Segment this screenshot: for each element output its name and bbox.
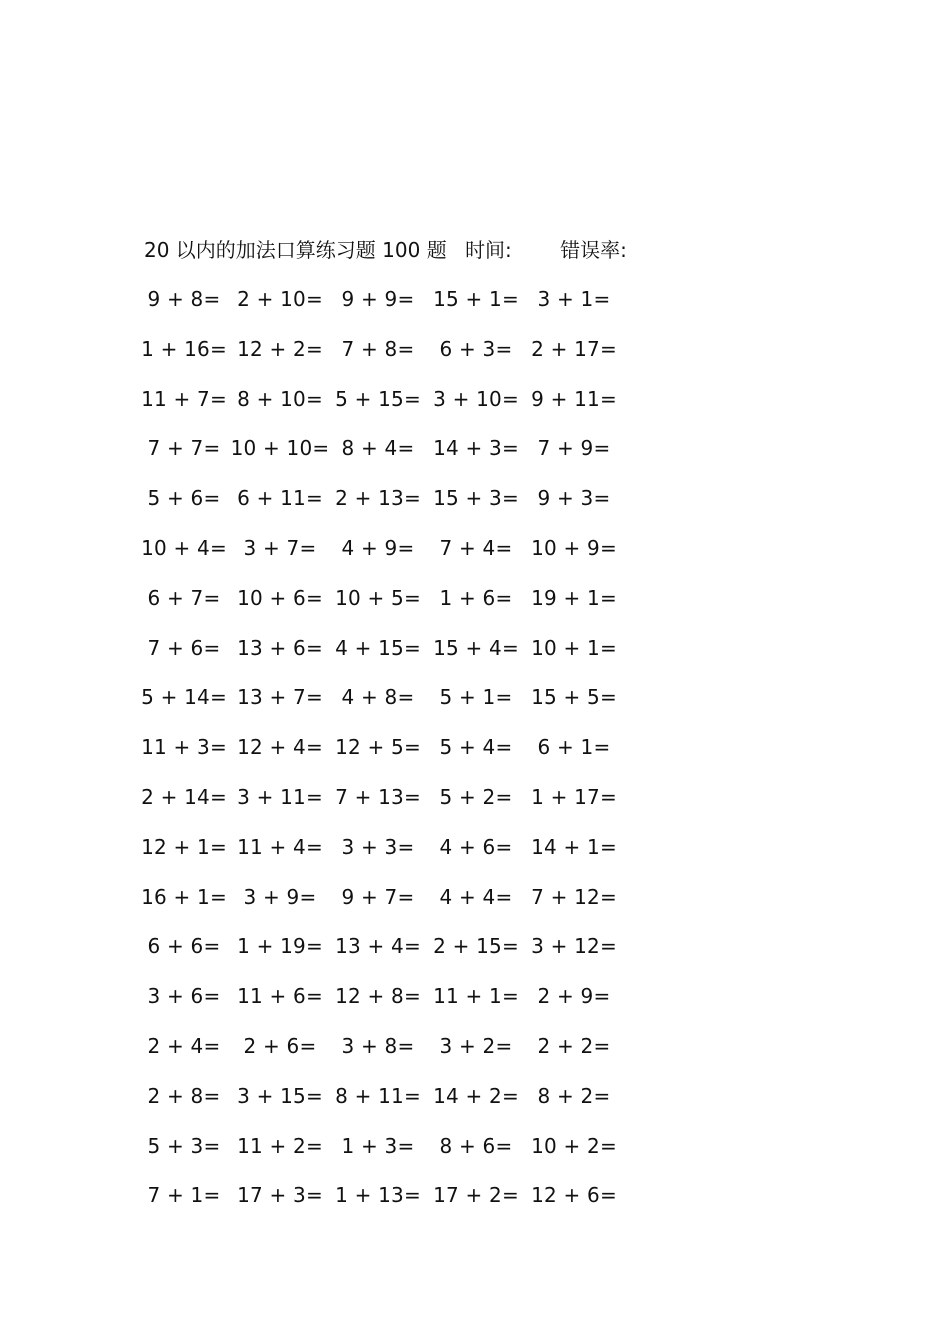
- problem-item: 3 + 9=: [243, 885, 317, 909]
- problem-item: 3 + 15=: [237, 1084, 323, 1108]
- problem-item: 14 + 2=: [433, 1084, 519, 1108]
- problem-row: [0, 1180, 950, 1210]
- problem-item: 10 + 1=: [531, 636, 617, 660]
- problem-item: 2 + 2=: [537, 1034, 611, 1058]
- problem-item: 11 + 2=: [237, 1134, 323, 1158]
- problem-row: [0, 981, 950, 1011]
- problem-item: 16 + 1=: [141, 885, 227, 909]
- problem-item: 6 + 1=: [537, 735, 611, 759]
- problem-item: 1 + 19=: [237, 934, 323, 958]
- problem-row: [0, 334, 950, 364]
- problem-item: 2 + 17=: [531, 337, 617, 361]
- problem-row: [0, 832, 950, 862]
- problem-item: 4 + 15=: [335, 636, 421, 660]
- problem-row: [0, 583, 950, 613]
- problem-item: 7 + 8=: [341, 337, 415, 361]
- problem-item: 17 + 2=: [433, 1183, 519, 1207]
- problem-row: [0, 433, 950, 463]
- error-rate-label: 错误率:: [560, 238, 627, 262]
- problem-item: 13 + 6=: [237, 636, 323, 660]
- problem-item: 1 + 6=: [439, 586, 513, 610]
- problem-item: 2 + 15=: [433, 934, 519, 958]
- problem-item: 6 + 3=: [439, 337, 513, 361]
- problem-item: 7 + 6=: [147, 636, 221, 660]
- problem-item: 9 + 8=: [147, 287, 221, 311]
- problem-item: 8 + 6=: [439, 1134, 513, 1158]
- problem-item: 3 + 12=: [531, 934, 617, 958]
- problem-item: 1 + 16=: [141, 337, 227, 361]
- problem-item: 10 + 10=: [230, 436, 330, 460]
- problem-item: 12 + 2=: [237, 337, 323, 361]
- problem-item: 5 + 6=: [147, 486, 221, 510]
- problem-item: 4 + 6=: [439, 835, 513, 859]
- problem-item: 3 + 10=: [433, 387, 519, 411]
- time-label: 时间:: [465, 238, 512, 262]
- problem-row: [0, 882, 950, 912]
- problem-item: 2 + 10=: [237, 287, 323, 311]
- problem-item: 15 + 4=: [433, 636, 519, 660]
- problem-item: 3 + 11=: [237, 785, 323, 809]
- problem-item: 8 + 2=: [537, 1084, 611, 1108]
- problem-item: 14 + 1=: [531, 835, 617, 859]
- problem-item: 7 + 12=: [531, 885, 617, 909]
- problem-item: 1 + 3=: [341, 1134, 415, 1158]
- problem-row: [0, 533, 950, 563]
- problem-item: 7 + 1=: [147, 1183, 221, 1207]
- problem-item: 6 + 7=: [147, 586, 221, 610]
- problem-item: 10 + 5=: [335, 586, 421, 610]
- problem-item: 7 + 9=: [537, 436, 611, 460]
- problem-item: 17 + 3=: [237, 1183, 323, 1207]
- problem-item: 14 + 3=: [433, 436, 519, 460]
- problem-item: 7 + 7=: [147, 436, 221, 460]
- problem-item: 8 + 10=: [237, 387, 323, 411]
- problem-row: [0, 931, 950, 961]
- problem-item: 9 + 7=: [341, 885, 415, 909]
- worksheet-title: 20 以内的加法口算练习题 100 题: [144, 238, 447, 262]
- problem-item: 9 + 3=: [537, 486, 611, 510]
- problem-item: 5 + 2=: [439, 785, 513, 809]
- problem-item: 3 + 8=: [341, 1034, 415, 1058]
- problem-item: 7 + 4=: [439, 536, 513, 560]
- problem-item: 12 + 5=: [335, 735, 421, 759]
- problem-item: 12 + 1=: [141, 835, 227, 859]
- problem-row: [0, 483, 950, 513]
- problem-item: 5 + 3=: [147, 1134, 221, 1158]
- problem-item: 2 + 14=: [141, 785, 227, 809]
- problem-item: 9 + 11=: [531, 387, 617, 411]
- problem-item: 1 + 17=: [531, 785, 617, 809]
- problem-row: [0, 1031, 950, 1061]
- problem-item: 13 + 7=: [237, 685, 323, 709]
- problem-item: 19 + 1=: [531, 586, 617, 610]
- problem-item: 11 + 4=: [237, 835, 323, 859]
- problem-item: 12 + 8=: [335, 984, 421, 1008]
- problem-item: 13 + 4=: [335, 934, 421, 958]
- problem-item: 8 + 11=: [335, 1084, 421, 1108]
- problem-item: 2 + 13=: [335, 486, 421, 510]
- problem-item: 6 + 6=: [147, 934, 221, 958]
- problem-row: [0, 1131, 950, 1161]
- problem-row: [0, 682, 950, 712]
- problem-item: 8 + 4=: [341, 436, 415, 460]
- problem-item: 2 + 4=: [147, 1034, 221, 1058]
- problem-row: [0, 284, 950, 314]
- problem-item: 1 + 13=: [335, 1183, 421, 1207]
- problem-item: 10 + 4=: [141, 536, 227, 560]
- problem-item: 15 + 5=: [531, 685, 617, 709]
- problem-item: 10 + 9=: [531, 536, 617, 560]
- problem-item: 15 + 1=: [433, 287, 519, 311]
- problem-item: 3 + 7=: [243, 536, 317, 560]
- problem-item: 10 + 6=: [237, 586, 323, 610]
- problem-item: 7 + 13=: [335, 785, 421, 809]
- problem-item: 3 + 2=: [439, 1034, 513, 1058]
- problem-item: 11 + 3=: [141, 735, 227, 759]
- problem-row: [0, 1081, 950, 1111]
- problem-item: 3 + 6=: [147, 984, 221, 1008]
- problem-item: 2 + 8=: [147, 1084, 221, 1108]
- problem-item: 2 + 9=: [537, 984, 611, 1008]
- problem-row: [0, 782, 950, 812]
- problem-item: 15 + 3=: [433, 486, 519, 510]
- problem-item: 12 + 4=: [237, 735, 323, 759]
- problem-item: 5 + 1=: [439, 685, 513, 709]
- problem-item: 9 + 9=: [341, 287, 415, 311]
- problem-item: 2 + 6=: [243, 1034, 317, 1058]
- problem-item: 12 + 6=: [531, 1183, 617, 1207]
- problem-item: 5 + 15=: [335, 387, 421, 411]
- problem-item: 3 + 3=: [341, 835, 415, 859]
- problem-item: 11 + 7=: [141, 387, 227, 411]
- problem-item: 10 + 2=: [531, 1134, 617, 1158]
- problem-item: 4 + 8=: [341, 685, 415, 709]
- problem-item: 5 + 4=: [439, 735, 513, 759]
- problem-item: 3 + 1=: [537, 287, 611, 311]
- problem-item: 4 + 9=: [341, 536, 415, 560]
- problem-item: 5 + 14=: [141, 685, 227, 709]
- problem-row: [0, 384, 950, 414]
- problem-item: 6 + 11=: [237, 486, 323, 510]
- problem-row: [0, 732, 950, 762]
- problem-item: 4 + 4=: [439, 885, 513, 909]
- problem-item: 11 + 1=: [433, 984, 519, 1008]
- problem-row: [0, 633, 950, 663]
- problem-item: 11 + 6=: [237, 984, 323, 1008]
